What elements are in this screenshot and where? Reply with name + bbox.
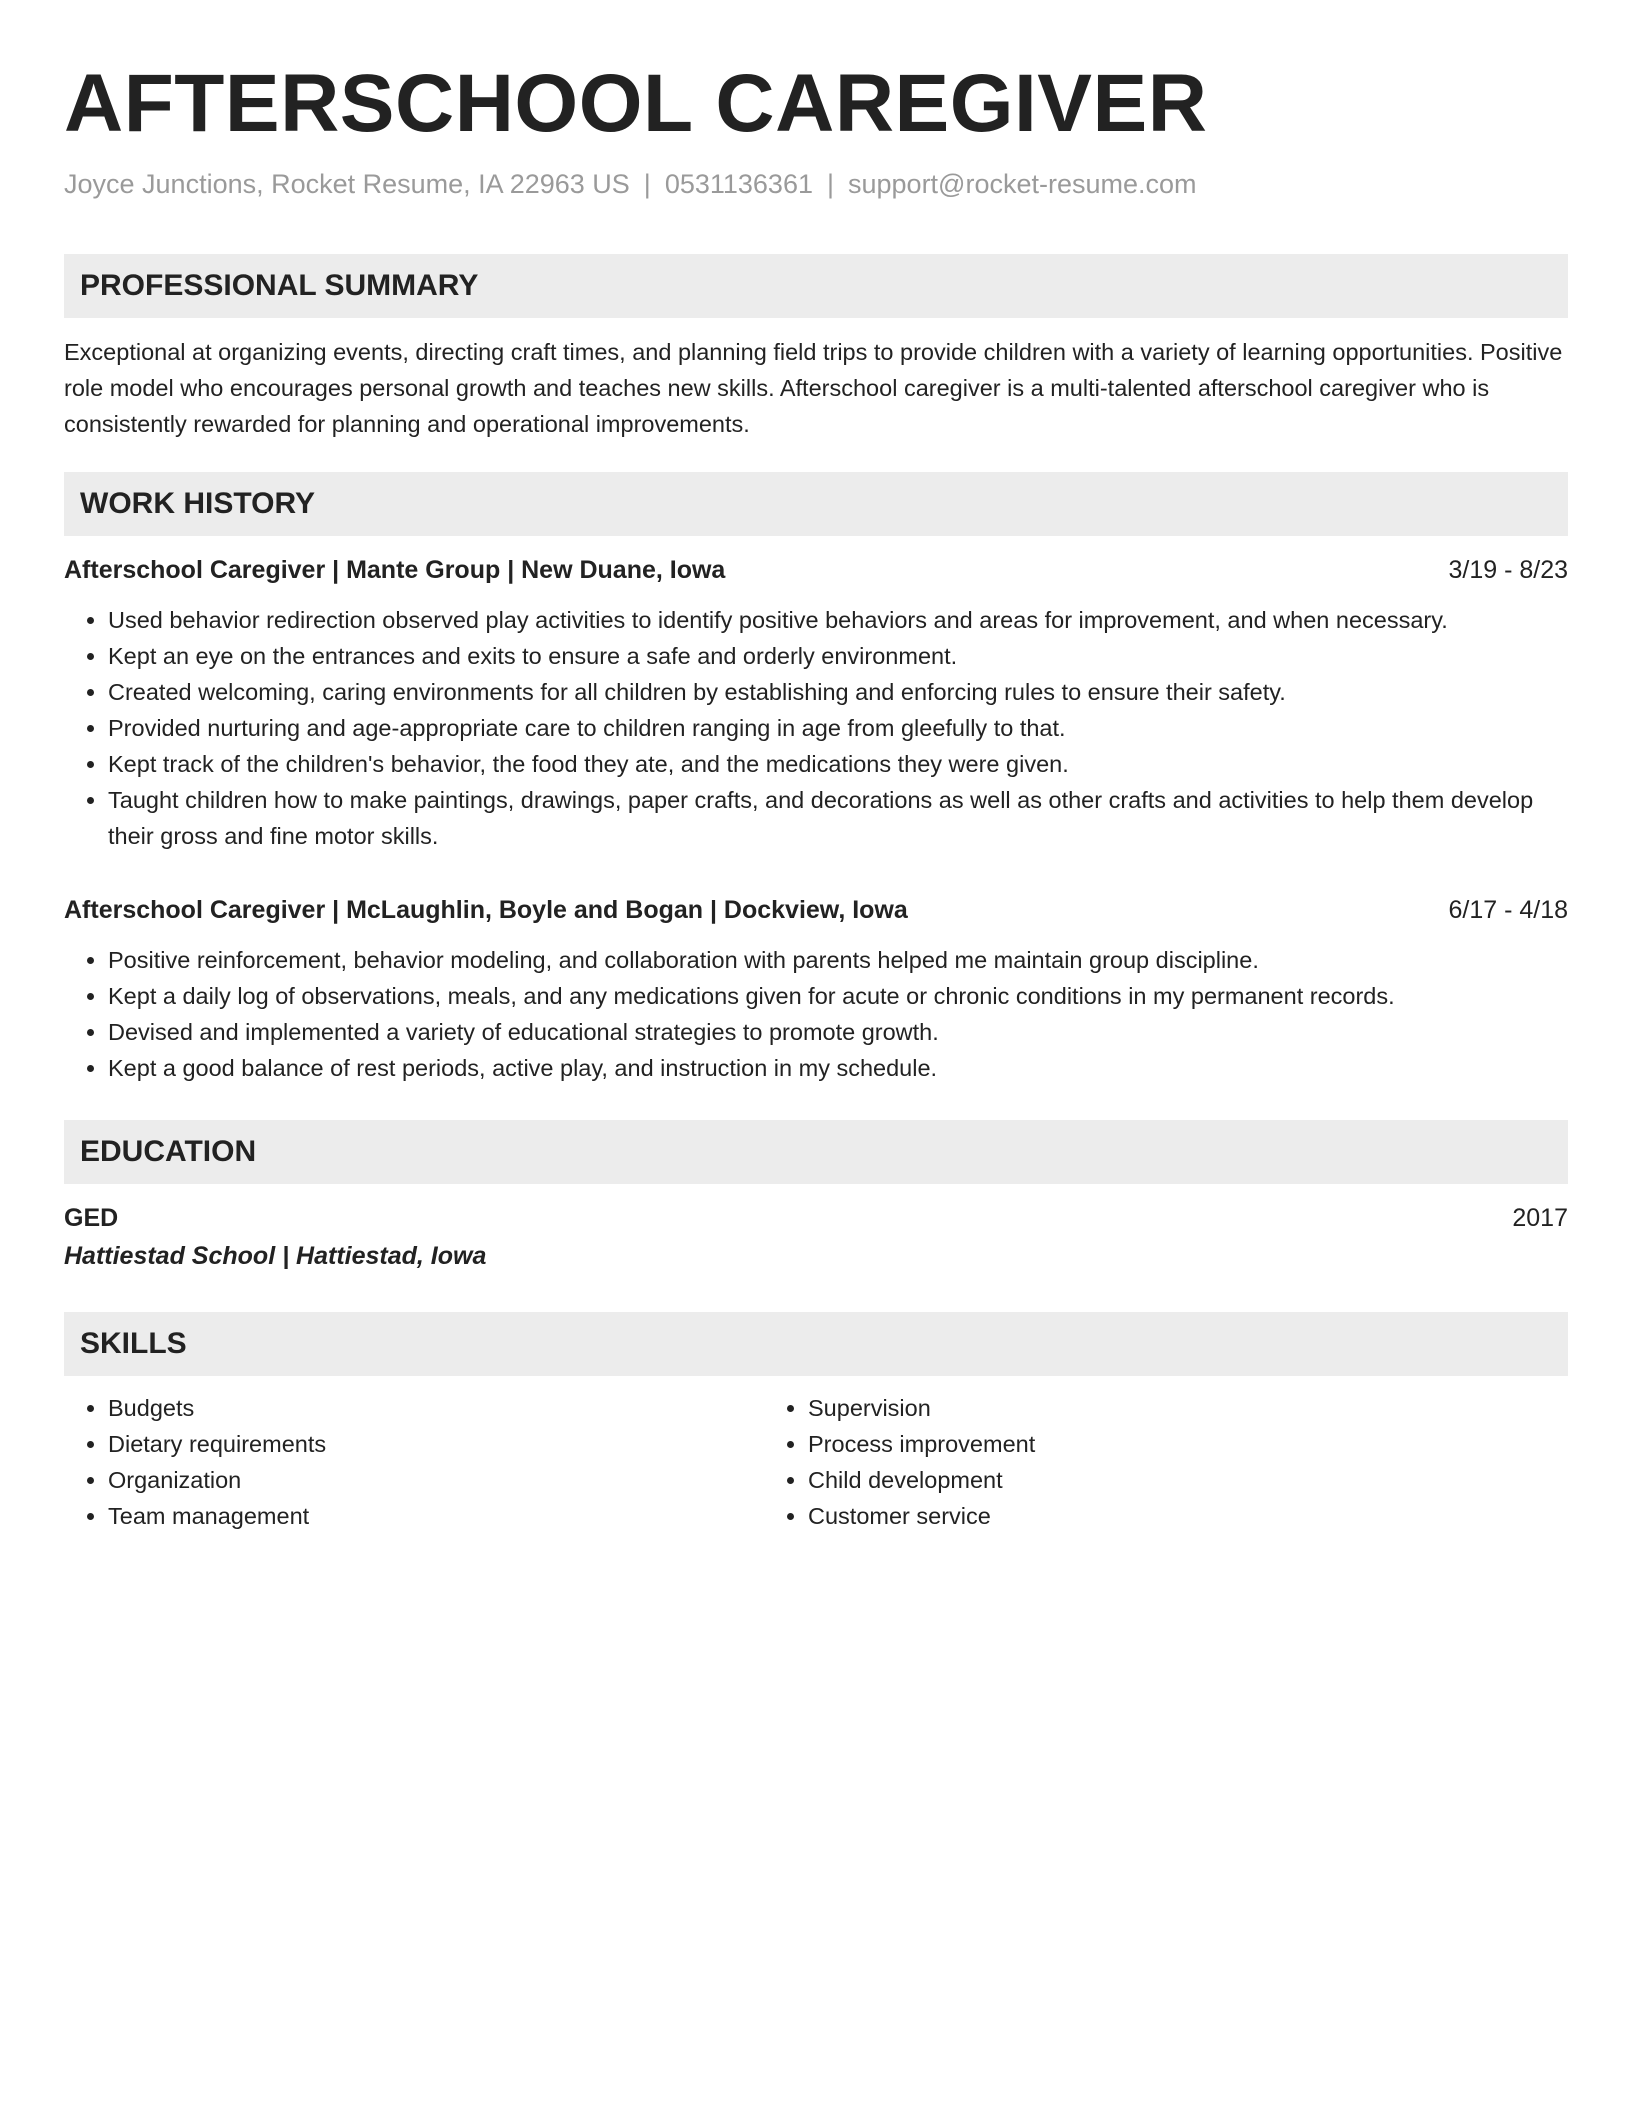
job-dates: 6/17 - 4/18 (1448, 896, 1568, 924)
job-bullets (64, 602, 1568, 854)
contact-separator: | (643, 169, 651, 199)
section-header-skills: SKILLS (64, 1312, 1568, 1376)
contact-address: Joyce Junctions, Rocket Resume, IA 22963 US (64, 169, 630, 199)
list-item: • Organization (108, 1462, 764, 1498)
summary-text: Exceptional at organizing events, directing craft times, and planning field trips to provide children with a variety of learning opportunities. Positive role model who encourages personal growth and teaches new skills. Afterschool caregiver is a multi-talented afterschool caregiver who is consistently rewarded for planning and operational improvements. (64, 339, 1563, 437)
job-header (64, 552, 1568, 588)
skills-list (64, 1390, 1568, 1534)
contact-line (64, 166, 1568, 202)
education-degree: GED (64, 1204, 119, 1232)
list-item: • Taught children how to make paintings, drawings, paper crafts, and decorations as well as other crafts and activities to help them develop their gross and fine motor skills. (108, 782, 1568, 854)
list-item: • Customer service (808, 1498, 1516, 1534)
skills-column-right (764, 1390, 1516, 1534)
section-header-summary: PROFESSIONAL SUMMARY (64, 254, 1568, 318)
list-item: • Used behavior redirection observed play activities to identify positive behaviors and areas for improvement, and when necessary. (108, 602, 1568, 638)
list-item: • Supervision (808, 1390, 1516, 1426)
section-header-work-history: WORK HISTORY (64, 472, 1568, 536)
education-year: 2017 (1512, 1204, 1568, 1232)
list-item: • Budgets (108, 1390, 764, 1426)
list-item: • Kept track of the children's behavior, the food they ate, and the medications they were given. (108, 746, 1568, 782)
contact-phone: 0531136361 (664, 169, 813, 199)
contact-email: support@rocket-resume.com (848, 169, 1197, 199)
job-bullets (64, 942, 1568, 1086)
education-school: Hattiestad School | Hattiestad, Iowa (64, 1242, 487, 1270)
skills-column-left (64, 1390, 764, 1534)
list-item: • Kept a daily log of observations, meals, and any medications given for acute or chronic conditions in my permanent records. (108, 978, 1568, 1014)
job-entry (64, 552, 1568, 854)
list-item: • Provided nurturing and age-appropriate care to children ranging in age from gleefully to that. (108, 710, 1568, 746)
list-item: • Devised and implemented a variety of educational strategies to promote growth. (108, 1014, 1568, 1050)
job-entry (64, 892, 1568, 1086)
job-title: Afterschool Caregiver | Mante Group | New Duane, Iowa (64, 556, 726, 584)
list-item: • Created welcoming, caring environments for all children by establishing and enforcing rules to ensure their safety. (108, 674, 1568, 710)
contact-separator: | (826, 169, 834, 199)
list-item: • Kept a good balance of rest periods, active play, and instruction in my schedule. (108, 1050, 1568, 1086)
list-item: • Positive reinforcement, behavior modeling, and collaboration with parents helped me maintain group discipline. (108, 942, 1568, 978)
education-header (64, 1200, 1568, 1236)
resume-title: AFTERSCHOOL CAREGIVER (64, 58, 1208, 149)
job-dates: 3/19 - 8/23 (1448, 556, 1568, 584)
list-item: • Child development (808, 1462, 1516, 1498)
list-item: • Team management (108, 1498, 764, 1534)
section-header-education: EDUCATION (64, 1120, 1568, 1184)
job-header (64, 892, 1568, 928)
list-item: • Process improvement (808, 1426, 1516, 1462)
list-item: • Dietary requirements (108, 1426, 764, 1462)
job-title: Afterschool Caregiver | McLaughlin, Boyle and Bogan | Dockview, Iowa (64, 896, 908, 924)
list-item: • Kept an eye on the entrances and exits to ensure a safe and orderly environment. (108, 638, 1568, 674)
